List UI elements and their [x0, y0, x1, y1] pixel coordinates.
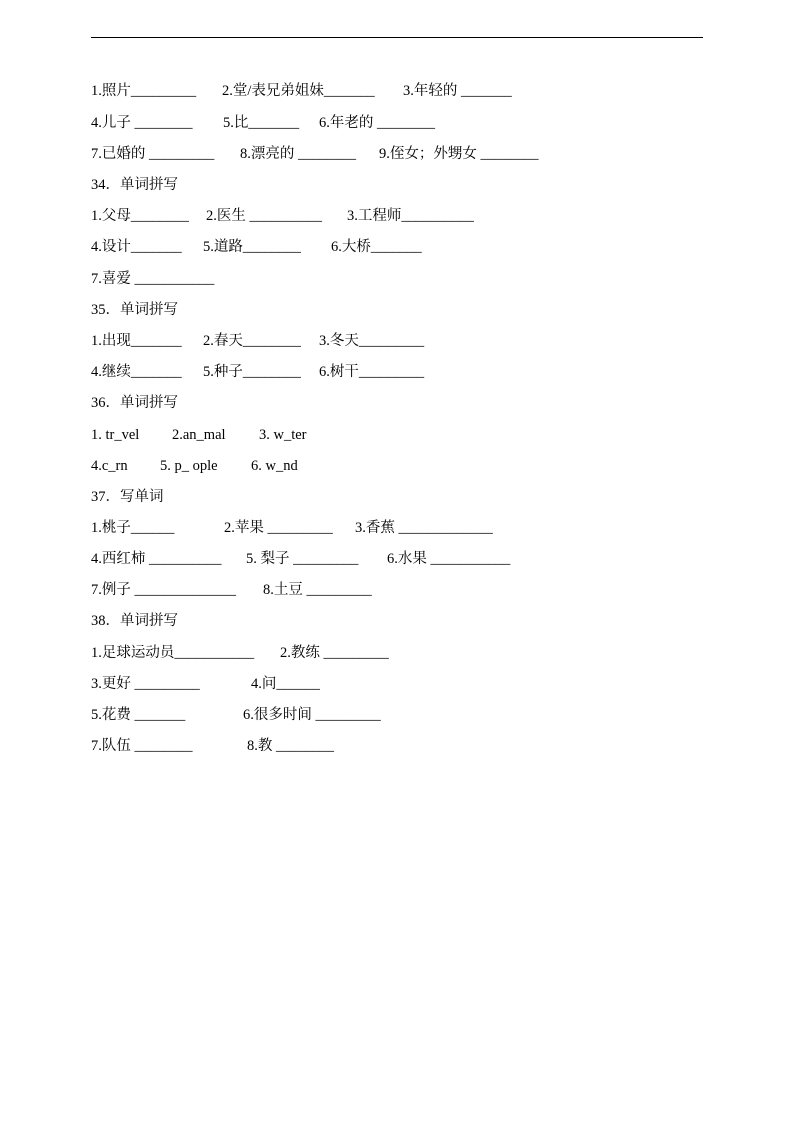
- q33-row1-item-3: 3.年轻的 _______: [403, 83, 512, 99]
- q38-row1-item-2: 2.教练 _________: [280, 645, 389, 661]
- q38-row3-item-2: 6.很多时间 _________: [243, 707, 381, 723]
- q33-row2-item-1: 4.儿子 ________: [91, 115, 193, 131]
- q35-row1-item-2: 2.春天________: [203, 333, 301, 349]
- q33-row2-item-3: 6.年老的 ________: [319, 115, 435, 131]
- q33-row1-item-1: 1.照片_________: [91, 83, 197, 99]
- q37-row2-item-2: 5. 梨子 _________: [246, 551, 359, 567]
- q35-row1-item-1: 1.出现_______: [91, 333, 182, 349]
- q38-row3-item-1: 5.花费 _______: [91, 707, 186, 723]
- q36-row2-item-2: 5. p_ ople: [160, 458, 218, 474]
- q34-row2-item-2: 5.道路________: [203, 239, 301, 255]
- q37-row3-item-2: 8.土豆 _________: [263, 582, 372, 598]
- q36-row1-item-3: 3. w_ter: [259, 427, 307, 443]
- q35-row1-item-3: 3.冬天_________: [319, 333, 425, 349]
- q34-row1-item-2: 2.医生 __________: [206, 208, 322, 224]
- q38-row4-item-1: 7.队伍 ________: [91, 738, 193, 754]
- q37-row3-item-1: 7.例子 ______________: [91, 582, 236, 598]
- q37-row1-item-2: 2.苹果 _________: [224, 520, 333, 536]
- q34-row2-item-3: 6.大桥_______: [331, 239, 422, 255]
- q34-row2-item-1: 4.设计_______: [91, 239, 182, 255]
- q36-row1-item-1: 1. tr_vel: [91, 427, 140, 443]
- q38-row2-item-1: 3.更好 _________: [91, 676, 200, 692]
- q33-row3-item-1: 7.已婚的 _________: [91, 146, 215, 162]
- q37-row2-item-3: 6.水果 ___________: [387, 551, 511, 567]
- q36-row2-item-3: 6. w_nd: [251, 458, 298, 474]
- q34-row1-item-3: 3.工程师__________: [347, 208, 474, 224]
- q34-heading: 34．单词拼写: [91, 177, 178, 193]
- q33-row2-item-2: 5.比_______: [223, 115, 300, 131]
- q36-heading: 36．单词拼写: [91, 395, 178, 411]
- q34-row3-item-1: 7.喜爱 ___________: [91, 271, 215, 287]
- q38-row4-item-2: 8.教 ________: [247, 738, 334, 754]
- q35-row2-item-1: 4.继续_______: [91, 364, 182, 380]
- q36-row2-item-1: 4.c_rn: [91, 458, 128, 474]
- q38-row1-item-1: 1.足球运动员___________: [91, 645, 255, 661]
- header-rule: [91, 37, 703, 38]
- q37-row1-item-3: 3.香蕉 _____________: [355, 520, 493, 536]
- q34-row1-item-1: 1.父母________: [91, 208, 189, 224]
- q35-heading: 35．单词拼写: [91, 302, 178, 318]
- q38-heading: 38．单词拼写: [91, 613, 178, 629]
- q36-row1-item-2: 2.an_mal: [172, 427, 226, 443]
- q33-row1-item-2: 2.堂/表兄弟姐妹_______: [222, 83, 375, 99]
- q37-heading: 37．写单词: [91, 489, 164, 505]
- q33-row3-item-3: 9.侄女；外甥女 ________: [379, 146, 539, 162]
- q35-row2-item-2: 5.种子________: [203, 364, 301, 380]
- q37-row1-item-1: 1.桃子______: [91, 520, 175, 536]
- q37-row2-item-1: 4.西红柿 __________: [91, 551, 222, 567]
- q33-row3-item-2: 8.漂亮的 ________: [240, 146, 356, 162]
- q35-row2-item-3: 6.树干_________: [319, 364, 425, 380]
- q38-row2-item-2: 4.问______: [251, 676, 320, 692]
